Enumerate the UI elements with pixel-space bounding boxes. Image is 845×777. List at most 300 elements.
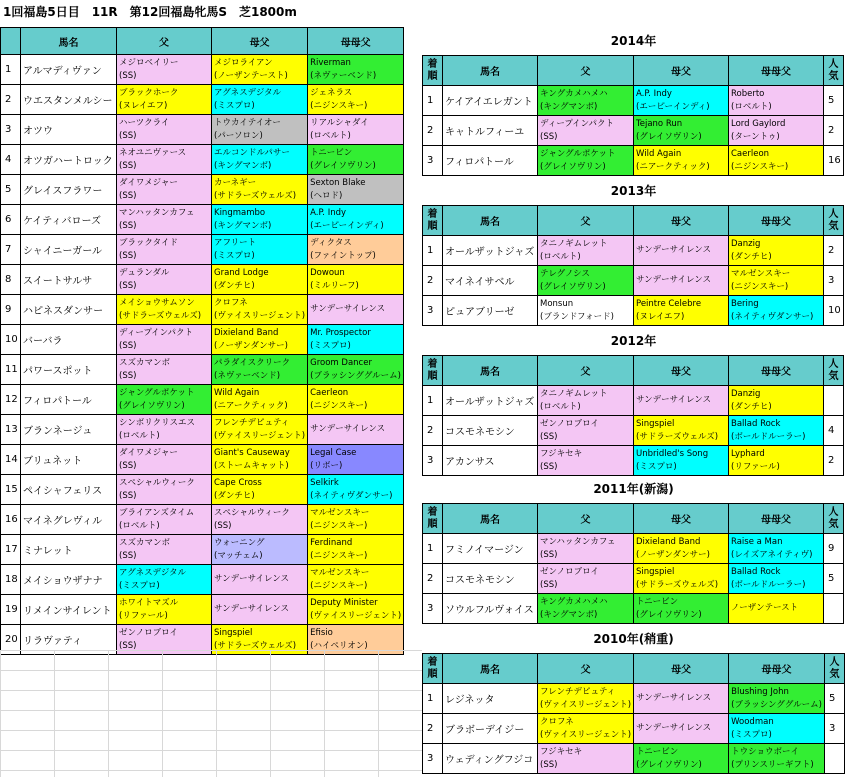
header-pop-top: 人 [828, 208, 839, 220]
cell-sub: (ダンチヒ) [214, 280, 255, 291]
result-row [423, 564, 844, 594]
sire-cell [538, 446, 634, 476]
sire-cell [117, 295, 212, 325]
entries-header-row [1, 28, 404, 55]
results-table [422, 205, 844, 326]
header-rank [423, 356, 443, 386]
cell-main: Dowoun [310, 267, 345, 278]
horse-name: オールザットジャズ [443, 236, 538, 266]
sire-cell [117, 235, 212, 265]
results-header-row [423, 356, 844, 386]
result-row [423, 86, 844, 116]
header-popularity [824, 654, 844, 684]
header-num [1, 28, 21, 55]
horse-name: ウェディングフジコ [443, 744, 538, 774]
dam-dam-sire-cell [308, 445, 404, 475]
cell-sub: (キングマンボ) [540, 609, 598, 620]
dam-sire-cell [212, 355, 308, 385]
horse-name: フミノイマージン [443, 534, 538, 564]
results-table [422, 55, 844, 176]
horse-name: リラヴァティ [21, 625, 117, 655]
entry-number: 19 [1, 595, 21, 625]
horse-name: ケイティバローズ [21, 205, 117, 235]
cell-main: ジャングルポケット [540, 148, 616, 159]
entry-row [1, 85, 404, 115]
section-title: 2010年(稍重) [593, 632, 674, 646]
cell-main: ブラックホーク [119, 87, 179, 98]
cell-main: Kingmambo [214, 207, 266, 218]
cell-sub: (グレイソヴリン) [636, 609, 702, 620]
entry-number: 14 [1, 445, 21, 475]
cell-sub: (ネヴァーベンド) [214, 370, 281, 381]
entry-number: 9 [1, 295, 21, 325]
sire-cell [538, 714, 634, 744]
cell-sub: (サドラーズウェルズ) [119, 310, 202, 321]
results-header-row [423, 56, 844, 86]
header-horse-name: 馬名 [443, 56, 538, 86]
header-rank-top: 着 [427, 208, 438, 220]
cell-sub: (SS) [119, 340, 137, 351]
dam-sire-cell [212, 445, 308, 475]
cell-sub: (SS) [540, 579, 558, 590]
dam-dam-sire-cell [308, 535, 404, 565]
entry-number: 1 [1, 55, 21, 85]
cell-main: サンデーサイレンス [636, 723, 712, 733]
cell-main: Danzig [731, 238, 761, 249]
horse-name: グレイスフラワー [21, 175, 117, 205]
entry-row [1, 235, 404, 265]
finish-position: 1 [423, 386, 443, 416]
entry-number: 15 [1, 475, 21, 505]
cell-sub: (SS) [119, 250, 137, 261]
cell-sub: (リファール) [731, 461, 780, 472]
cell-sub: (グレイソヴリン) [540, 281, 606, 292]
entry-number: 18 [1, 565, 21, 595]
dam-sire-cell [212, 475, 308, 505]
cell-sub: (ダンチヒ) [731, 401, 772, 412]
cell-sub: (SS) [119, 460, 137, 471]
dam-sire-cell [634, 446, 729, 476]
dam-sire-cell [212, 535, 308, 565]
header-dam-dam-sire: 母母父 [729, 504, 824, 534]
cell-sub: (ストームキャット) [214, 460, 289, 471]
cell-main: サンデーサイレンス [310, 304, 386, 314]
cell-main: フジキセキ [540, 448, 583, 459]
cell-sub: (ミスプロ) [310, 340, 351, 351]
dam-dam-sire-cell [308, 175, 404, 205]
horse-name: コスモネモシン [443, 564, 538, 594]
cell-main: サンデーサイレンス [214, 604, 290, 614]
cell-main: マルゼンスキー [310, 507, 370, 518]
entry-row [1, 55, 404, 85]
cell-sub: (ヌレイエフ) [636, 311, 685, 322]
cell-main: Unbridled's Song [636, 448, 709, 459]
cell-main: フレンチデピュティ [214, 417, 290, 428]
sire-cell [538, 86, 634, 116]
cell-sub: (ニジンスキー) [310, 400, 368, 411]
finish-position: 3 [423, 446, 443, 476]
entry-row [1, 265, 404, 295]
finish-position: 1 [423, 86, 443, 116]
cell-main: クロフネ [214, 297, 248, 308]
dam-dam-sire-cell [729, 594, 824, 624]
cell-sub: (ミスプロ) [731, 729, 772, 740]
result-row [423, 266, 844, 296]
header-sire: 父 [538, 654, 634, 684]
entry-row [1, 145, 404, 175]
cell-sub: (ミスプロ) [636, 461, 677, 472]
result-row [423, 296, 844, 326]
dam-dam-sire-cell [308, 595, 404, 625]
entry-row [1, 205, 404, 235]
cell-main: サンデーサイレンス [636, 693, 712, 703]
dam-sire-cell [212, 415, 308, 445]
page-title: 1回福島5日目 11R 第12回福島牝馬S 芝1800m [3, 5, 297, 19]
cell-sub: (ファイントップ) [310, 250, 376, 261]
sire-cell [117, 145, 212, 175]
cell-main: キングカメハメハ [540, 596, 608, 607]
sire-cell [117, 175, 212, 205]
horse-name: オツウ [21, 115, 117, 145]
cell-sub: (ヴァイスリージェント) [540, 729, 632, 740]
header-rank-bot: 順 [427, 518, 438, 530]
cell-main: クロフネ [540, 716, 574, 727]
cell-main: タニノギムレット [540, 388, 608, 399]
cell-sub: (SS) [540, 461, 558, 472]
cell-sub: (ミスプロ) [119, 580, 160, 591]
sire-cell [538, 594, 634, 624]
cell-sub: (SS) [540, 549, 558, 560]
cell-main: Groom Dancer [310, 357, 372, 368]
popularity: 9 [824, 534, 844, 564]
finish-position: 3 [423, 296, 443, 326]
horse-name: バーバラ [21, 325, 117, 355]
cell-main: Woodman [731, 716, 774, 727]
popularity: 3 [824, 266, 844, 296]
entry-number: 8 [1, 265, 21, 295]
cell-main: サンデーサイレンス [636, 245, 712, 255]
sire-cell [538, 116, 634, 146]
header-dam-dam-sire: 母母父 [729, 356, 824, 386]
cell-main: メジロベイリー [119, 57, 179, 68]
cell-main: リアルシャダイ [310, 117, 369, 128]
finish-position: 3 [423, 594, 443, 624]
popularity: 2 [824, 116, 844, 146]
cell-sub: (サドラーズウェルズ) [214, 640, 297, 651]
cell-sub: (SS) [540, 431, 558, 442]
cell-main: ダイワメジャー [119, 447, 178, 458]
dam-sire-cell [212, 175, 308, 205]
cell-sub: (サドラーズウェルズ) [636, 431, 719, 442]
cell-sub: (キングマンボ) [214, 160, 272, 171]
results-header-row [423, 504, 844, 534]
cell-main: ウォーニング [214, 537, 265, 548]
header-dam-dam-sire: 母母父 [729, 206, 824, 236]
popularity: 4 [824, 416, 844, 446]
horse-name: ピュアブリーゼ [443, 296, 538, 326]
dam-dam-sire-cell [308, 325, 404, 355]
results-header-row [423, 206, 844, 236]
cell-main: メジロライアン [214, 57, 273, 68]
cell-sub: (SS) [119, 160, 137, 171]
header-rank-top: 着 [427, 506, 438, 518]
entry-row [1, 295, 404, 325]
popularity [824, 594, 844, 624]
cell-main: ジャングルポケット [119, 387, 195, 398]
header-pop-top: 人 [829, 656, 840, 668]
cell-sub: (レイズアネイティヴ) [731, 549, 813, 560]
cell-sub: (キングマンボ) [540, 101, 598, 112]
cell-main: Caerleon [310, 387, 349, 398]
cell-main: Grand Lodge [214, 267, 269, 278]
cell-sub: (ノーザンテースト) [214, 70, 288, 81]
header-rank [423, 206, 443, 236]
cell-sub: (ネヴァーベンド) [310, 70, 377, 81]
cell-sub: (ダンチヒ) [214, 490, 255, 501]
cell-main: Raise a Man [731, 536, 783, 547]
sire-cell [117, 535, 212, 565]
header-rank-top: 着 [427, 58, 438, 70]
cell-main: Ferdinand [310, 537, 353, 548]
cell-main: スペシャルウィーク [119, 477, 195, 488]
cell-main: Monsun [540, 298, 574, 309]
dam-dam-sire-cell [308, 115, 404, 145]
dam-dam-sire-cell [308, 355, 404, 385]
finish-position: 1 [423, 236, 443, 266]
dam-sire-cell [634, 594, 729, 624]
dam-sire-cell [212, 235, 308, 265]
sire-cell [117, 445, 212, 475]
cell-main: Selkirk [310, 477, 339, 488]
cell-sub: (プリンスリーギフト) [731, 759, 814, 770]
cell-main: ブラックタイド [119, 237, 178, 248]
cell-sub: (エーピーインディ) [636, 101, 710, 112]
dam-dam-sire-cell [308, 505, 404, 535]
horse-name: マイネグレヴィル [21, 505, 117, 535]
popularity: 2 [824, 446, 844, 476]
dam-sire-cell [634, 564, 729, 594]
cell-main: A.P. Indy [310, 207, 347, 218]
result-row [423, 446, 844, 476]
finish-position: 3 [423, 744, 443, 774]
cell-main: Peintre Celebre [636, 298, 702, 309]
cell-sub: (グレイソヴリン) [119, 400, 185, 411]
horse-name: ハピネスダンサー [21, 295, 117, 325]
popularity: 5 [824, 564, 844, 594]
cell-main: トウカイテイオー [214, 117, 281, 128]
dam-dam-sire-cell [729, 116, 824, 146]
header-sire: 父 [538, 56, 634, 86]
cell-main: タニノギムレット [540, 238, 608, 249]
cell-sub: (ブランドフォード) [540, 311, 614, 322]
cell-sub: (SS) [540, 131, 558, 142]
cell-main: メイショウサムソン [119, 297, 195, 308]
entry-number: 7 [1, 235, 21, 265]
cell-sub: (ダンチヒ) [731, 251, 772, 262]
cell-main: アグネスデジタル [214, 87, 281, 98]
entry-number: 11 [1, 355, 21, 385]
header-rank [423, 504, 443, 534]
finish-position: 1 [423, 534, 443, 564]
cell-main: サンデーサイレンス [636, 275, 712, 285]
cell-sub: (リファール) [119, 610, 168, 621]
cell-main: Dixieland Band [214, 327, 279, 338]
cell-main: Singspiel [636, 566, 675, 577]
sire-cell [538, 416, 634, 446]
popularity [824, 386, 844, 416]
cell-main: スズカマンボ [119, 357, 171, 368]
cell-main: ゼンノロブロイ [540, 566, 599, 577]
entry-row [1, 355, 404, 385]
cell-main: ディクタス [310, 237, 352, 248]
cell-main: ディープインパクト [540, 118, 615, 129]
cell-sub: (ロベルト) [310, 130, 351, 141]
cell-main: Caerleon [731, 148, 770, 159]
horse-name: ミナレット [21, 535, 117, 565]
dam-sire-cell [634, 684, 729, 714]
result-row [423, 684, 845, 714]
entry-row [1, 115, 404, 145]
dam-dam-sire-cell [729, 564, 824, 594]
header-horse-name: 馬名 [443, 356, 538, 386]
dam-sire-cell [634, 744, 729, 774]
cell-main: Riverman [310, 57, 351, 68]
cell-main: サンデーサイレンス [214, 574, 290, 584]
cell-sub: (サドラーズウェルズ) [636, 579, 719, 590]
sire-cell [117, 565, 212, 595]
cell-main: サンデーサイレンス [636, 395, 712, 405]
cell-sub: (グレイソヴリン) [310, 160, 376, 171]
header-rank-bot: 順 [427, 70, 438, 82]
horse-name: シャイニーガール [21, 235, 117, 265]
cell-sub: (ニジンスキー) [310, 550, 368, 561]
entry-row [1, 505, 404, 535]
entry-number: 16 [1, 505, 21, 535]
sire-cell [538, 386, 634, 416]
section-title: 2011年(新潟) [593, 482, 674, 496]
header-dam-dam-sire: 母母父 [308, 28, 404, 55]
cell-sub: (ニジンスキー) [731, 281, 789, 292]
dam-sire-cell [212, 115, 308, 145]
cell-main: ホワイトマズル [119, 597, 179, 608]
sire-cell [538, 744, 634, 774]
cell-sub: (ロベルト) [540, 401, 581, 412]
entry-row [1, 325, 404, 355]
dam-sire-cell [212, 205, 308, 235]
cell-sub: (グレイソヴリン) [636, 759, 702, 770]
cell-sub: (ハイペリオン) [310, 640, 368, 651]
dam-sire-cell [634, 416, 729, 446]
header-dam-sire: 母父 [634, 56, 729, 86]
entry-number: 5 [1, 175, 21, 205]
horse-name: パワースポット [21, 355, 117, 385]
past-results-panel [422, 27, 845, 777]
cell-main: カーネギー [214, 177, 257, 188]
sire-cell [117, 595, 212, 625]
dam-dam-sire-cell [308, 85, 404, 115]
dam-dam-sire-cell [729, 266, 824, 296]
cell-main: Deputy Minister [310, 597, 378, 608]
cell-sub: (SS) [119, 370, 137, 381]
results-table [422, 503, 844, 624]
dam-dam-sire-cell [308, 385, 404, 415]
dam-dam-sire-cell [729, 534, 824, 564]
header-dam-sire: 母父 [212, 28, 308, 55]
header-popularity [824, 504, 844, 534]
result-row [423, 714, 845, 744]
header-rank-top: 着 [427, 656, 438, 668]
cell-main: マルゼンスキー [731, 268, 791, 279]
dam-dam-sire-cell [729, 446, 824, 476]
horse-name: フィロパトール [21, 385, 117, 415]
dam-dam-sire-cell [308, 565, 404, 595]
dam-sire-cell [212, 565, 308, 595]
cell-sub: (ヘロド) [310, 190, 343, 201]
cell-main: Lyphard [731, 448, 765, 459]
section-title: 2014年 [610, 34, 657, 48]
sire-cell [117, 325, 212, 355]
cell-main: スズカマンボ [119, 537, 171, 548]
header-rank [423, 654, 443, 684]
horse-name: ケイアイエレガント [443, 86, 538, 116]
result-row [423, 594, 844, 624]
dam-sire-cell [634, 146, 729, 176]
horse-name: フィロパトール [443, 146, 538, 176]
sire-cell [117, 205, 212, 235]
header-rank-bot: 順 [427, 220, 438, 232]
section-title: 2013年 [610, 184, 657, 198]
header-dam-dam-sire: 母母父 [729, 654, 825, 684]
header-dam-sire: 母父 [634, 654, 729, 684]
cell-sub: (ニアークティック) [214, 400, 288, 411]
cell-main: A.P. Indy [636, 88, 672, 99]
cell-sub: (ヌレイエフ) [119, 100, 168, 111]
header-sire: 父 [117, 28, 212, 55]
popularity: 3 [824, 714, 844, 744]
sire-cell [117, 505, 212, 535]
dam-dam-sire-cell [729, 146, 824, 176]
entry-number: 12 [1, 385, 21, 415]
result-row [423, 146, 844, 176]
cell-main: Mr. Prospector [310, 327, 371, 338]
horse-name: オツガハートロック [21, 145, 117, 175]
cell-sub: (SS) [119, 220, 137, 231]
popularity: 5 [824, 86, 844, 116]
cell-main: スペシャルウィーク [214, 507, 290, 518]
cell-main: ゼンノロブロイ [119, 627, 178, 638]
cell-sub: (グレイソヴリン) [636, 131, 702, 142]
entry-row [1, 415, 404, 445]
cell-main: フジキセキ [540, 746, 583, 757]
dam-sire-cell [634, 386, 729, 416]
dam-dam-sire-cell [308, 415, 404, 445]
cell-main: トウショウボーイ [731, 746, 799, 757]
header-horse-name: 馬名 [443, 654, 538, 684]
finish-position: 2 [423, 564, 443, 594]
sire-cell [117, 55, 212, 85]
cell-sub: (ネイティヴダンサー) [731, 311, 814, 322]
header-horse-name: 馬名 [443, 206, 538, 236]
cell-main: トニービン [310, 147, 353, 158]
spreadsheet-grid [0, 650, 422, 777]
cell-sub: (ニアークティック) [636, 161, 710, 172]
dam-sire-cell [212, 295, 308, 325]
cell-main: ネオユニヴァース [119, 147, 187, 158]
header-pop-top: 人 [828, 358, 839, 370]
cell-sub: (SS) [119, 190, 137, 201]
entry-number: 20 [1, 625, 21, 655]
header-pop-bot: 気 [828, 220, 839, 232]
